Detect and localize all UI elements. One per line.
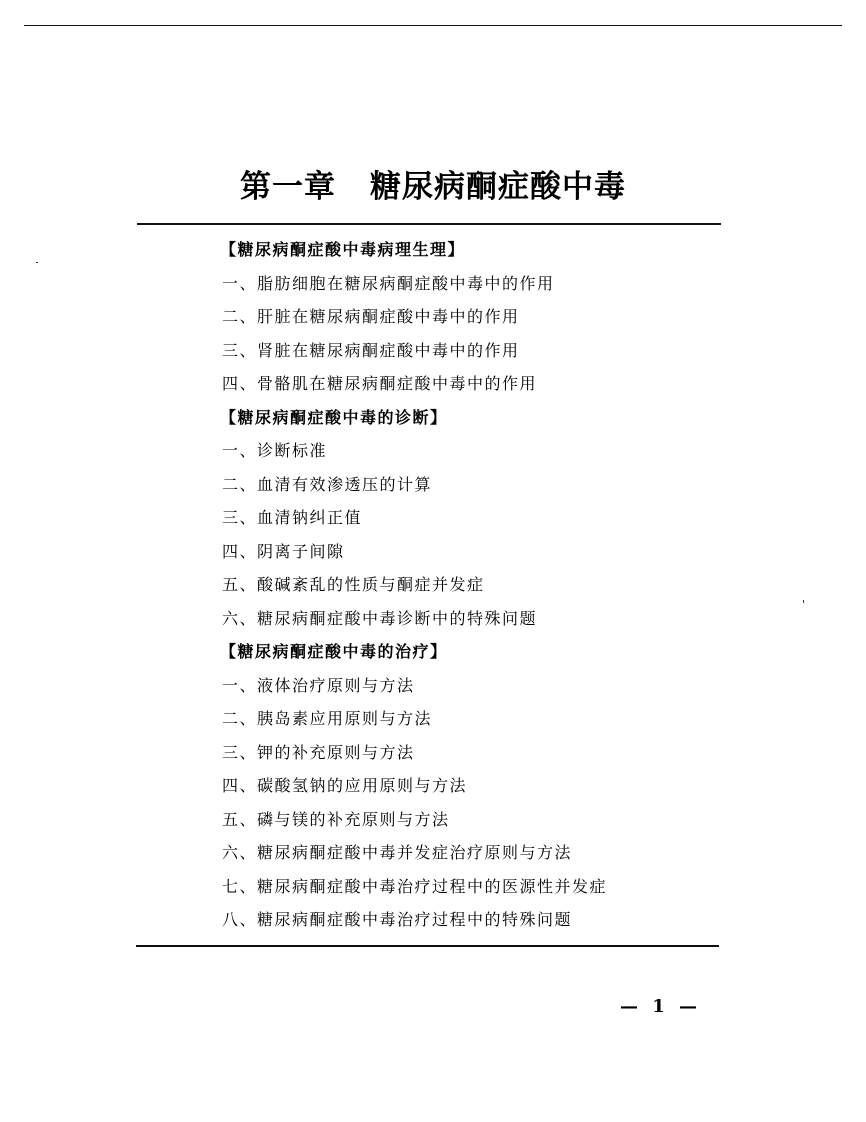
toc-item: 四、阴离子间隙 [222,541,345,561]
chapter-number: 第一章 [240,168,336,205]
toc-item: 一、脂肪细胞在糖尿病酮症酸中毒中的作用 [222,273,555,293]
top-border-line [24,25,842,26]
contents-bottom-rule [136,945,719,947]
toc-item: 二、血清有效渗透压的计算 [222,474,433,494]
toc-item: 一、诊断标准 [222,441,328,460]
toc-item: 五、磷与镁的补充原则与方法 [222,809,450,829]
toc-item: 三、钾的补充原则与方法 [222,742,415,762]
toc-section-heading: 【糖尿病酮症酸中毒病理生理】 [220,240,466,259]
toc-item: 四、碳酸氢钠的应用原则与方法 [222,776,468,795]
scan-speck [36,262,38,263]
chapter-name: 糖尿病酮症酸中毒 [370,168,626,205]
chapter-contents-list [222,238,607,942]
toc-item: 五、酸碱紊乱的性质与酮症并发症 [222,575,485,594]
toc-item: 三、肾脏在糖尿病酮症酸中毒中的作用 [222,340,520,360]
toc-item: 七、糖尿病酮症酸中毒治疗过程中的医源性并发症 [222,876,608,896]
toc-item: 二、肝脏在糖尿病酮症酸中毒中的作用 [222,307,520,326]
toc-item: 八、糖尿病酮症酸中毒治疗过程中的特殊问题 [222,910,573,929]
toc-section-heading: 【糖尿病酮症酸中毒的诊断】 [220,407,448,427]
contents-top-rule [137,223,721,225]
toc-section-heading: 【糖尿病酮症酸中毒的治疗】 [220,642,448,661]
chapter-title [0,161,866,206]
toc-item: 四、骨骼肌在糖尿病酮症酸中毒中的作用 [222,374,538,393]
page-number: — 1 — [620,996,702,1017]
toc-item: 三、血清钠纠正值 [222,508,363,527]
toc-item: 一、液体治疗原则与方法 [222,675,415,695]
toc-item: 六、糖尿病酮症酸中毒并发症治疗原则与方法 [222,843,573,862]
toc-item: 二、胰岛素应用原则与方法 [222,709,433,728]
toc-item: 六、糖尿病酮症酸中毒诊断中的特殊问题 [222,608,538,628]
scan-speck [803,600,804,603]
